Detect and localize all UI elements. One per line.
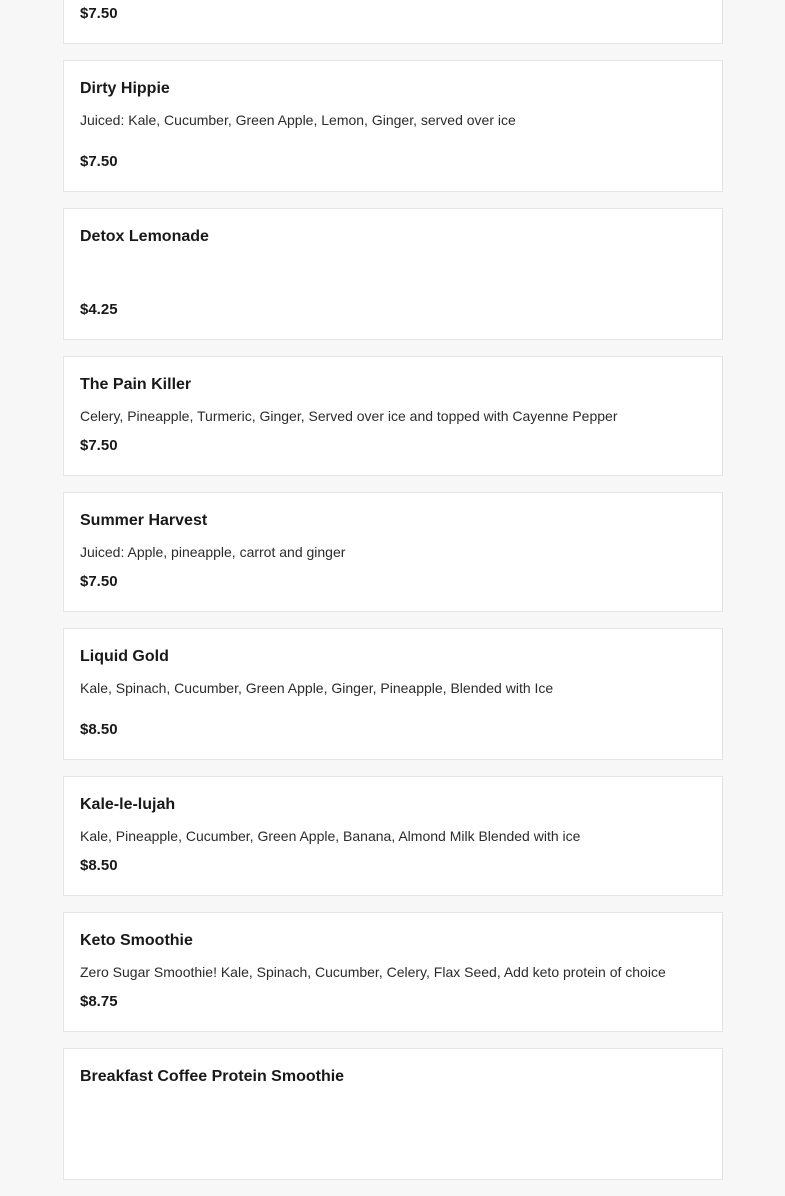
menu-item-name: Breakfast Coffee Protein Smoothie	[80, 1068, 345, 1085]
menu-item-list	[63, 0, 723, 1196]
menu-item-price: $7.50	[80, 437, 118, 454]
menu-item-price: $8.75	[80, 993, 118, 1010]
menu-item-price: $8.50	[80, 857, 118, 874]
menu-item-card[interactable]	[63, 1048, 723, 1180]
menu-item-description: Kale, Spinach, Cucumber, Green Apple, Ginger, Pineapple, Blended with Ice	[80, 680, 554, 696]
menu-item-card[interactable]	[63, 0, 723, 44]
menu-item-description	[80, 1099, 706, 1117]
menu-item-card[interactable]	[63, 208, 723, 340]
menu-item-description: Celery, Pineapple, Turmeric, Ginger, Served over ice and topped with Cayenne Pepper	[80, 408, 618, 424]
menu-item-card[interactable]	[63, 356, 723, 476]
menu-item-description: Juiced: Kale, Cucumber, Green Apple, Lemon, Ginger, served over ice	[80, 112, 516, 128]
menu-item-name: Detox Lemonade	[80, 228, 209, 245]
menu-item-price: $4.25	[80, 301, 118, 318]
menu-item-name: Summer Harvest	[80, 512, 208, 529]
menu-item-card[interactable]	[63, 776, 723, 896]
menu-item-card[interactable]	[63, 912, 723, 1032]
menu-item-price: $8.50	[80, 721, 118, 738]
menu-item-description: Juiced: Apple, pineapple, carrot and ginger	[80, 544, 346, 560]
menu-item-card[interactable]	[63, 492, 723, 612]
menu-item-name: Kale-le-lujah	[80, 796, 176, 813]
menu-item-card[interactable]	[63, 60, 723, 192]
menu-item-description	[80, 259, 706, 277]
menu-item-price: $7.50	[80, 5, 118, 22]
menu-item-name: The Pain Killer	[80, 376, 192, 393]
menu-item-price: $7.50	[80, 153, 118, 170]
menu-item-card[interactable]	[63, 628, 723, 760]
menu-item-name: Keto Smoothie	[80, 932, 193, 949]
menu-item-description: Kale, Pineapple, Cucumber, Green Apple, Banana, Almond Milk Blended with ice	[80, 828, 581, 844]
menu-item-price: $7.50	[80, 573, 118, 590]
menu-item-name: Dirty Hippie	[80, 80, 170, 97]
menu-item-name: Liquid Gold	[80, 648, 169, 665]
menu-item-description: Zero Sugar Smoothie! Kale, Spinach, Cucumber, Celery, Flax Seed, Add keto protein of choice	[80, 964, 666, 980]
